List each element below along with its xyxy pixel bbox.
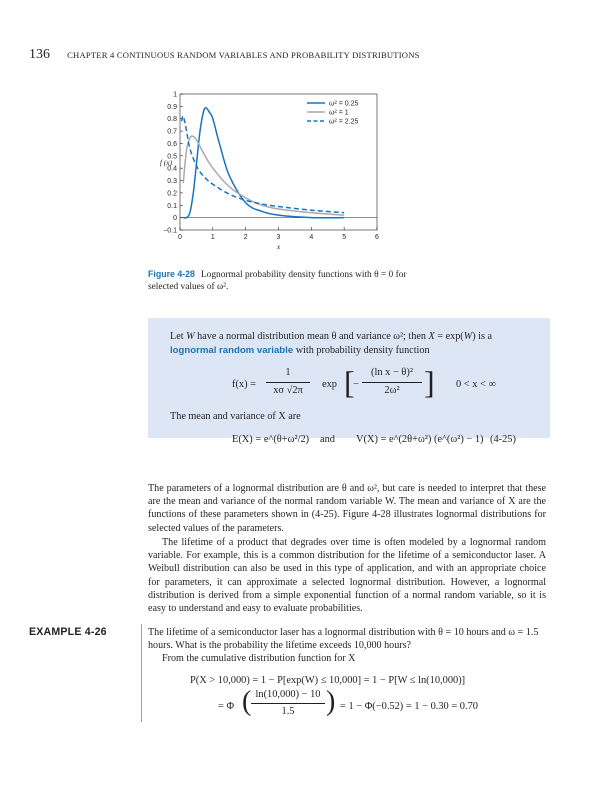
y-tick-label: 0.2 (167, 190, 177, 198)
paragraph-lifetime: The lifetime of a product that degrades over time is often modeled by a lognormal random variable. For example, this is a common distribution for the lifetime of a semiconductor laser. A Weibull distribution can also be used in this type of application, and with an appropriate choice for parameters, it can approximate a selected lognormal distribution. However, a lognormal distribution is derived from a simple exponential function of a normal random variable, so it is easy to understand and easy to evaluate probabilities. (148, 537, 546, 615)
legend-label: ω² = 0.25 (329, 100, 359, 108)
y-tick-label: 0.1 (167, 202, 177, 210)
x-tick-label: 6 (375, 234, 379, 241)
mean-variance-intro: The mean and variance of X are (170, 411, 301, 422)
example-rule (141, 624, 142, 722)
y-tick-label: 0.3 (167, 178, 177, 186)
y-tick-label: 0.8 (167, 116, 177, 124)
page-number: 136 (29, 47, 50, 62)
series-line-3 (182, 116, 345, 213)
x-tick-label: 1 (210, 234, 215, 241)
example-eq1: P(X > 10,000) = 1 − P[exp(W) ≤ 10,000] = 1 − P[W ≤ ln(10,000)] (190, 674, 466, 686)
chart-legend (307, 101, 359, 126)
paragraph-parameters: The parameters of a lognormal distribution are θ and ω², but care is needed to interpret that these are the mean and variance of the normal random variable W. The mean and variance of X are the functions of these parameters shown in (4-25). Figure 4-28 illustrates lognormal distributions for selected values of the parameters. (148, 483, 546, 534)
figure-caption-text: Lognormal probability density functions with θ = 0 for selected values of ω². (148, 270, 407, 292)
keyword-lognormal: lognormal random variable (170, 345, 294, 356)
legend-label: ω² = 1 (329, 109, 349, 117)
y-tick-label: 0.4 (167, 165, 177, 173)
chapter-title: CHAPTER 4 CONTINUOUS RANDOM VARIABLES AND PROBABILITY DISTRIBUTIONS (67, 50, 420, 60)
x-axis-label: x (276, 242, 281, 251)
y-tick-label: −0.1 (163, 227, 177, 235)
example-question: The lifetime of a semiconductor laser has a lognormal distribution with θ = 10 hours and ω = 1.5 hours. What is the probability the lifetime exceeds 10,000 hours? (148, 627, 539, 652)
running-head (29, 47, 420, 63)
figure-caption (148, 268, 408, 293)
lognormal-pdf-chart (140, 82, 400, 264)
definition-text: Let W have a normal distribution mean θ and variance ω²; then X = exp(W) is a lognormal random variable with probability density function (170, 331, 493, 356)
y-tick-label: 0.6 (167, 140, 177, 148)
x-tick-label: 2 (243, 234, 248, 241)
y-tick-label: 1 (173, 91, 177, 99)
legend-label: ω² = 2.25 (329, 118, 359, 126)
example-fraction: ln(10,000) − 10 1.5 (251, 688, 325, 718)
example-subtext: From the cumulative distribution function for X (162, 653, 356, 665)
pdf-formula: f(x) = 1 xσ √2π exp [ − (ln x − θ)² 2ω² ] 0 < x < ∞ (232, 364, 496, 400)
definition-box (148, 318, 550, 445)
y-tick-label: 0.9 (167, 103, 177, 111)
x-tick-label: 0 (178, 234, 182, 241)
mean-variance-formula: E(X) = e^(θ+ω²/2) and V(X) = e^(2θ+ω²) (e^(ω²) − 1) (4-25) (232, 434, 516, 445)
chart-series (182, 108, 345, 218)
series-line-2 (183, 136, 344, 215)
x-tick-label: 5 (342, 234, 347, 241)
series-line-1 (183, 108, 344, 218)
example-body (148, 626, 546, 736)
example-eq2-result: = 1 − Φ(−0.52) = 1 − 0.30 = 0.70 (340, 700, 478, 712)
x-tick-label: 3 (276, 234, 281, 241)
x-tick-label: 4 (309, 234, 314, 241)
y-tick-label: 0.7 (167, 128, 177, 136)
example-label: EXAMPLE 4-26 (29, 626, 107, 638)
y-tick-label: 0.5 (167, 153, 177, 161)
equation-number: (4-25) (490, 434, 516, 445)
figure-label: Figure 4-28 (148, 269, 195, 279)
example-equations: P(X > 10,000) = 1 − P[exp(W) ≤ 10,000] = 1 − P[W ≤ ln(10,000)] = Φ ( ln(10,000) − 10 1.5 ) = 1 − Φ(−0.52) = 1 − 0.30 = 0.70 (190, 674, 478, 717)
y-tick-label: 0 (173, 215, 177, 223)
y-axis-label: f (x) (159, 158, 173, 167)
